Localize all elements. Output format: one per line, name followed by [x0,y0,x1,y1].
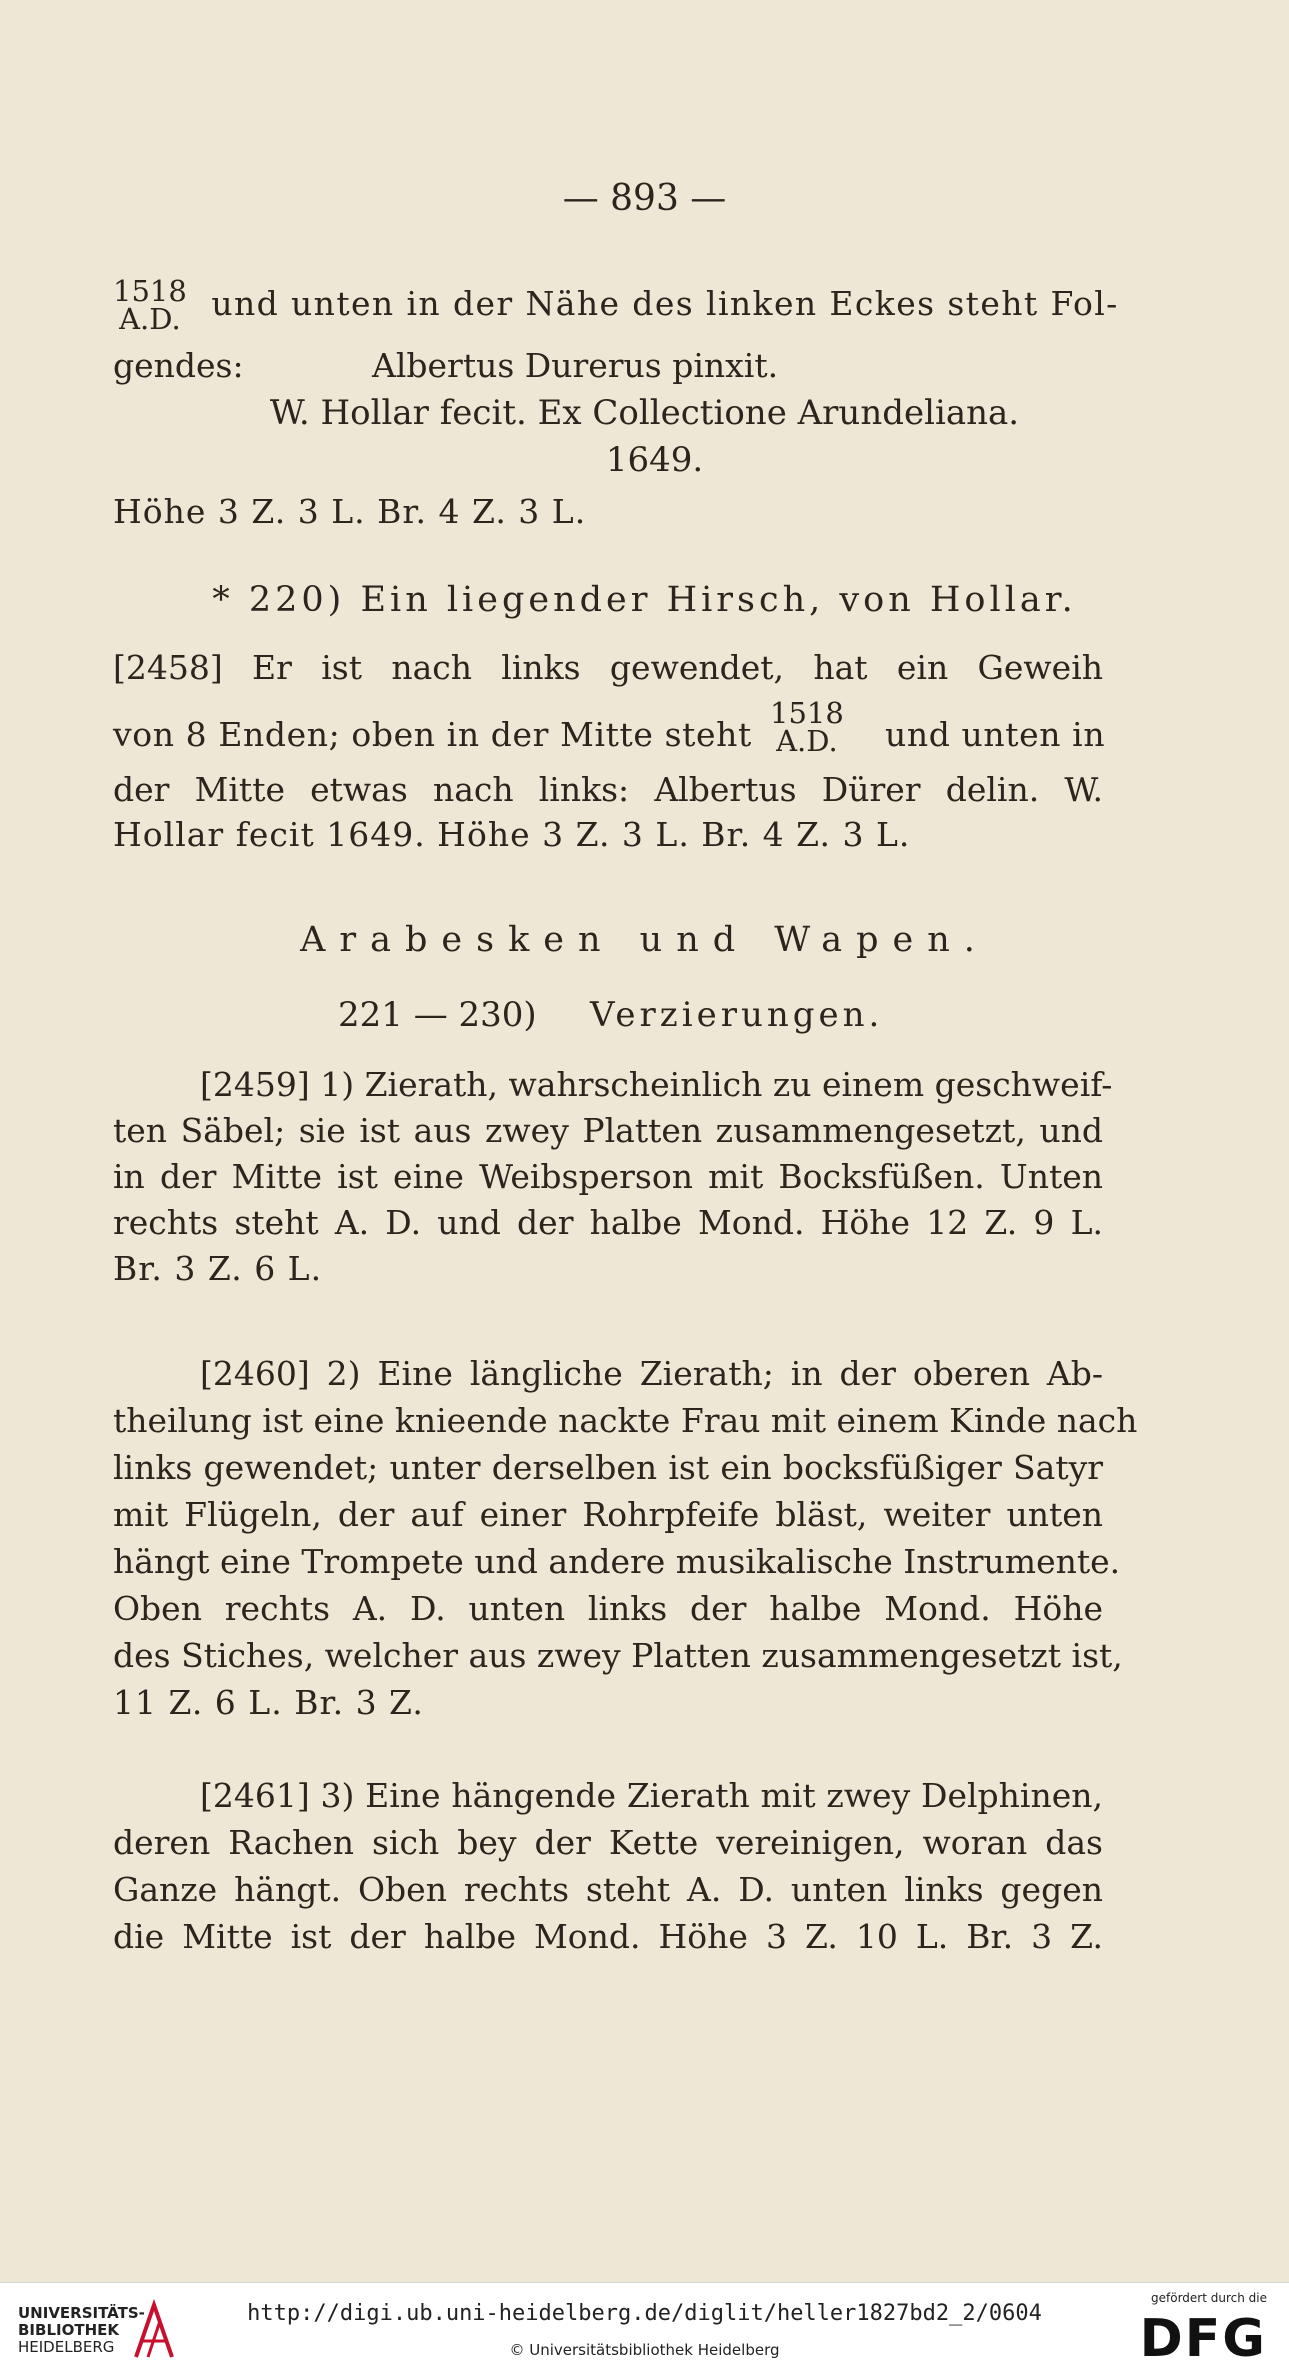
para-2461-line-1: [2461] 3) Eine hängende Zierath mit zwey Delphinen, [200,1776,1103,1815]
fraction-date-2 [770,696,844,758]
text-line-1 [113,274,1119,336]
text-line-10: Hollar fecit 1649. Höhe 3 Z. 3 L. Br. 4 Z. 3 L. [113,815,911,854]
para-2460-line-5: hängt eine Trompete und andere musikalische Instrumente. [113,1542,1121,1581]
subheading-title: Verzierungen. [590,995,884,1035]
para-2461-line-4: die Mitte ist der halbe Mond. Höhe 3 Z. 10 L. Br. 3 Z. [113,1917,1103,1956]
subheading-range: 221 — 230) [338,995,537,1035]
permalink-url[interactable]: http://digi.ub.uni-heidelberg.de/diglit/heller1827bd2_2/0604 [247,2301,1042,2326]
text-line-9: der Mitte etwas nach links: Albertus Dürer delin. W. [113,770,1103,809]
text-line-4: 1649. [605,440,704,480]
section-heading: Arabesken und Wapen. [300,920,989,960]
fraction-bottom: A.D. [119,301,181,336]
text-line-1-body: und unten in der Nähe des linken Eckes steht Fol- [211,283,1119,323]
para-2460-line-6: Oben rechts A. D. unten links der halbe Mond. Höhe [113,1589,1103,1628]
dfg-logo: DFG [1139,2309,1267,2369]
text-line-8a: von 8 Enden; oben in der Mitte steht [113,715,752,754]
para-2460-line-7: des Stiches, welcher aus zwey Platten zusammengesetzt ist, [113,1636,1123,1675]
text-line-2b: Albertus Durerus pinxit. [372,346,779,385]
fraction-date [113,274,187,336]
para-2461-line-2: deren Rachen sich bey der Kette vereinigen, woran das [113,1823,1103,1862]
para-2460-line-2: theilung ist eine knieende nackte Frau mit einem Kinde nach [113,1401,1138,1440]
para-2460-line-1: [2460] 2) Eine längliche Zierath; in der oberen Ab- [200,1354,1103,1393]
fraction-top: 1518 [113,274,187,308]
funded-by-label: gefördert durch die [1151,2291,1267,2305]
para-2459-line-5: Br. 3 Z. 6 L. [113,1249,323,1288]
para-2459-line-4: rechts steht A. D. und der halbe Mond. Höhe 12 Z. 9 L. [113,1203,1103,1242]
footer-bar [0,2282,1289,2376]
para-2459-line-3: in der Mitte ist eine Weibsperson mit Bocksfüßen. Unten [113,1157,1103,1196]
text-line-3: W. Hollar fecit. Ex Collectione Arundeliana. [269,393,1020,433]
fraction-bottom-2: A.D. [776,723,838,758]
para-2461-line-3: Ganze hängt. Oben rechts steht A. D. unten links gegen [113,1870,1103,1909]
para-2460-line-3: links gewendet; unter derselben ist ein bocksfüßiger Satyr [113,1448,1103,1487]
para-2460-line-8: 11 Z. 6 L. Br. 3 Z. [113,1683,424,1722]
text-line-8b: und unten in [885,715,1106,754]
entry-heading-220: * 220) Ein liegender Hirsch, von Hollar. [212,580,1077,620]
fraction-top-2: 1518 [770,696,844,730]
para-2459-line-1: [2459] 1) Zierath, wahrscheinlich zu einem geschweif- [200,1065,1113,1104]
para-2459-line-2: ten Säbel; sie ist aus zwey Platten zusammengesetzt, und [113,1111,1103,1150]
page-number: — 893 — [562,178,727,219]
para-2460-line-4: mit Flügeln, der auf einer Rohrpfeife bläst, weiter unten [113,1495,1103,1534]
logo-line-1: UNIVERSITÄTS- [18,2304,145,2322]
text-line-2a: gendes: [113,346,244,385]
text-line-7: [2458] Er ist nach links gewendet, hat ein Geweih [113,648,1103,687]
copyright-notice: © Universitätsbibliothek Heidelberg [509,2341,780,2359]
logo-line-3: HEIDELBERG [18,2338,115,2356]
logo-line-2: BIBLIOTHEK [18,2321,119,2339]
text-line-5: Höhe 3 Z. 3 L. Br. 4 Z. 3 L. [113,492,587,531]
